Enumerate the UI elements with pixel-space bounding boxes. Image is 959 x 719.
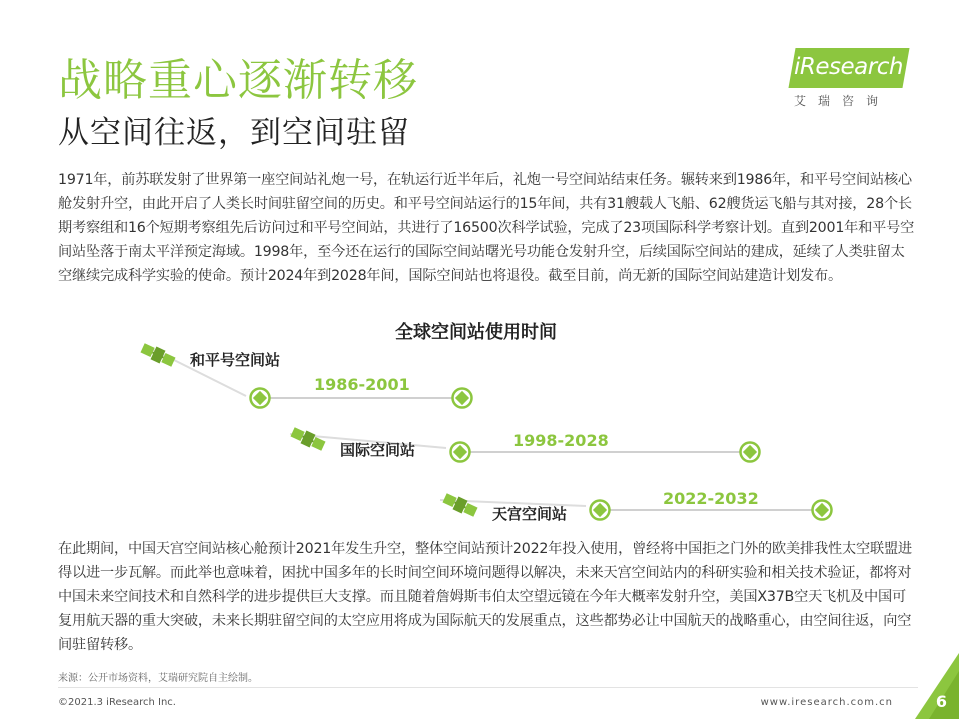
- copyright-text: ©2021.3 iResearch Inc.: [58, 697, 176, 708]
- chart-title: 全球空间站使用时间: [395, 322, 557, 343]
- station-label-tiangong: 天宫空间站: [492, 505, 568, 523]
- timeline-end-node: [813, 501, 832, 520]
- satellite-icon: [140, 340, 176, 370]
- page-title: 战略重心逐渐转移: [58, 55, 418, 106]
- satellite-icon: [442, 490, 478, 520]
- source-note: 来源：公开市场资料，艾瑞研究院自主绘制。: [58, 673, 258, 684]
- timeline-start-node: [591, 501, 610, 520]
- footer-divider: [58, 687, 918, 688]
- intro-paragraph: 1971年，前苏联发射了世界第一座空间站礼炮一号，在轨运行近半年后，礼炮一号空间站结束任务。辗转来到1986年，和平号空间站核心舱发射升空，由此开启了人类长时间驻留空间的历史。和平号空间站运行的15年间，共有31艘载人飞船、62艘货运飞船与其对接，28个长期考察组和16个短期考察组先后访问过和平号空间站，共进行了16500次科学试验，完成了23项国际科学考察计划。直到2001年和平号空间站坠落于南太平洋预定海域。1998年，至今还在运行的国际空间站曙光号功能仓发射升空，后续国际空间站的建成，延续了人类驻留太空继续完成科学实验的使命。预计2024年到2028年间，国际空间站也将退役。截至目前，尚无新的国际空间站建造计划发布。: [58, 172, 915, 284]
- station-label-iss: 国际空间站: [340, 441, 416, 459]
- outro-paragraph: 在此期间，中国天宫空间站核心舱预计2021年发生升空，整体空间站预计2022年投入使用，曾经将中国拒之门外的欧美排我性太空联盟进得以进一步瓦解。而此举也意味着，困扰中国多年的长时间空间环境问题得以解决，未来天宫空间站内的科研实验和相关技术验证，都将对中国未来空间技术和自然科学的进步提供巨大支撑。而且随着詹姆斯韦伯太空望远镜在今年大概率发射升空，美国X37B空天飞机及中国可复用航天器的重大突破，未来长期驻留空间的太空应用将成为国际航天的发展重点，这些都势必让中国航天的战略重心，由空间往返，向空间驻留转移。: [58, 541, 912, 653]
- timeline-end-node: [741, 443, 760, 462]
- station-label-mir: 和平号空间站: [190, 351, 281, 369]
- timeline-start-node: [451, 443, 470, 462]
- logo-cn-text: 艾瑞咨询: [794, 94, 891, 108]
- page-subtitle: 从空间往返，到空间驻留: [58, 115, 410, 151]
- logo-brand-text: iResearch: [794, 54, 903, 80]
- satellite-icon: [290, 424, 326, 454]
- timeline-start-node: [251, 389, 270, 408]
- website-link[interactable]: www.iresearch.com.cn: [760, 697, 893, 708]
- period-label-mir: 1986-2001: [314, 375, 410, 394]
- period-label-tiangong: 2022-2032: [663, 489, 759, 508]
- period-label-iss: 1998-2028: [513, 431, 609, 450]
- iresearch-logo: [790, 48, 920, 110]
- timeline-end-node: [453, 389, 472, 408]
- page-number: 6: [935, 692, 947, 711]
